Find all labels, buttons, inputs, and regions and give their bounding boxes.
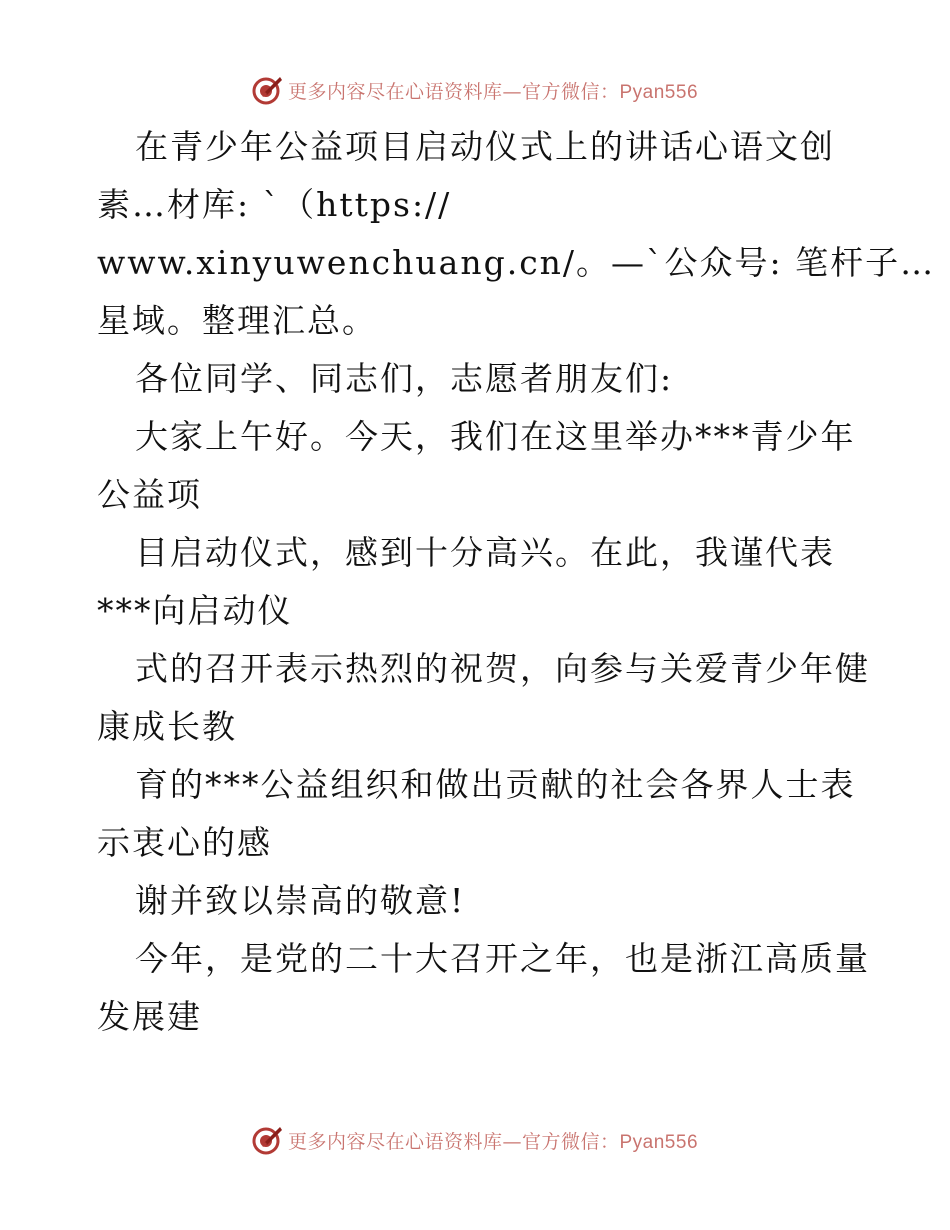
text-line: 谢并致以崇高的敬意!: [135, 881, 466, 920]
text-line: 育的***公益组织和做出贡献的社会各界人士表: [135, 765, 856, 804]
text-line: 发展建: [97, 997, 202, 1036]
document-body: [97, 118, 936, 1046]
text-line: 示衷心的感: [97, 823, 272, 862]
text-line: 大家上午好。今天，我们在这里举办***青少年: [135, 417, 856, 456]
text-line: ***向启动仪: [97, 591, 293, 630]
feather-pen-logo-icon: [252, 1124, 284, 1156]
header-banner-content: [252, 74, 698, 106]
text-line: 在青少年公益项目启动仪式上的讲话心语文创: [135, 127, 835, 166]
text-line: 今年，是党的二十大召开之年，也是浙江高质量: [135, 939, 870, 978]
header-banner: [0, 72, 950, 108]
footer-banner-text: 更多内容尽在心语资料库—官方微信：Pyan556: [287, 1130, 699, 1153]
feather-pen-logo-icon: [252, 74, 284, 106]
text-line: www.xinyuwenchuang.cn/。—`公众号: 笔杆子…: [97, 243, 936, 282]
footer-wechat-id: Pyan556: [619, 1131, 699, 1153]
text-line: 各位同学、同志们，志愿者朋友们:: [135, 359, 674, 398]
text-line: 目启动仪式，感到十分高兴。在此，我谨代表: [135, 533, 835, 572]
text-line: 素…材库: `（https://: [97, 185, 452, 224]
text-line: 星域。整理汇总。: [97, 301, 377, 340]
header-banner-text: 更多内容尽在心语资料库—官方微信：Pyan556: [287, 80, 699, 103]
header-wechat-id: Pyan556: [619, 81, 699, 103]
text-line: 康成长教: [97, 707, 237, 746]
footer-banner: [0, 1122, 950, 1158]
text-line: 公益项: [97, 475, 202, 514]
footer-banner-content: [252, 1124, 698, 1156]
text-line: 式的召开表示热烈的祝贺，向参与关爱青少年健: [135, 649, 870, 688]
